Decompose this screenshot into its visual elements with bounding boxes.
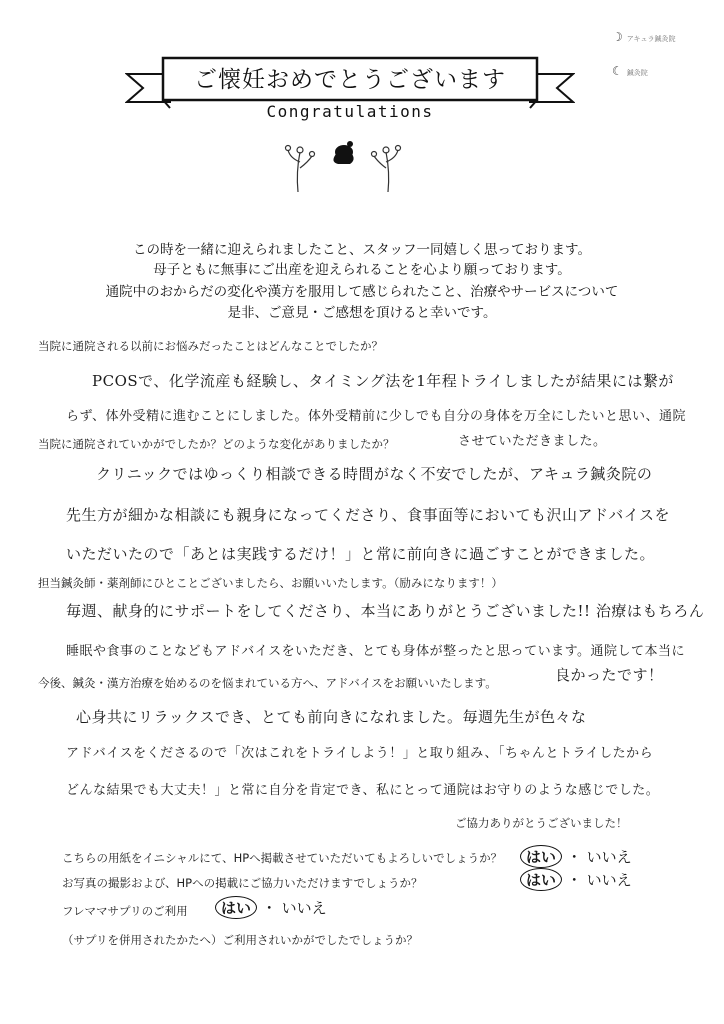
answer-1-line-1: PCOSで、化学流産も経験し、タイミング法を1年程トライしましたが結果には繋が <box>92 372 674 390</box>
consent-question-1: こちらの用紙をイニシャルにて、HPへ掲載させていただいてもよろしいでしょうか？ <box>62 851 503 865</box>
answer-4-line-3: どんな結果でも大丈夫！」と常に自分を肯定でき、私にとって通院はお守りのような感じでした。 <box>66 783 660 798</box>
consent-1-yes-selected[interactable]: はい <box>520 845 562 868</box>
answer-4-line-2: アドバイスをくださるので「次はこれをトライしよう！」と取り組み、「ちゃんとトライしたから <box>66 746 654 761</box>
intro-line-3: 通院中のおからだの変化や漢方を服用して感じられたこと、治療やサービスについて <box>105 284 619 300</box>
answer-2-line-2: 先生方が細かな相談にも親身になってくださり、食事面等においても沢山アドバイスを <box>66 506 671 524</box>
corner-text-1: アキュラ鍼灸院 <box>626 35 676 43</box>
consent-1-no[interactable]: いいえ <box>586 848 632 866</box>
answer-2-line-3: いただいたので「あとは実践するだけ！」と常に前向きに過ごすことができました。 <box>66 545 656 563</box>
question-2: 当院に通院されていかがでしたか？どのような変化がありましたか？ <box>38 437 395 451</box>
answer-1-line-3: させていただきました。 <box>458 434 607 449</box>
answer-3-line-1: 毎週、献身的にサポートをしてくださり、本当にありがとうございました!! 治療はもちろん <box>66 602 705 620</box>
consent-3-options <box>215 896 327 919</box>
intro-line-2: 母子ともに無事にご出産を迎えられることを心より願っております。 <box>153 262 571 278</box>
flowers-illustration <box>280 132 420 196</box>
answer-2-line-1: クリニックではゆっくり相談できる時間がなく不安でしたが、アキュラ鍼灸院の <box>96 465 653 483</box>
corner-note-1 <box>612 30 676 44</box>
consent-3-yes-selected[interactable]: はい <box>215 896 257 919</box>
option-separator: ・ <box>566 848 582 866</box>
answer-3-line-3: 良かったです！ <box>555 666 664 684</box>
stork-icon <box>333 141 353 164</box>
consent-1-options <box>520 845 632 868</box>
corner-text-2: 鍼灸院 <box>626 69 648 77</box>
consent-2-options <box>520 868 632 891</box>
answer-3-line-2: 睡眠や食事のことなどもアドバイスをいただき、とても身体が整ったと思っています。通院して本当に <box>66 644 686 659</box>
consent-question-4: （サプリを併用されたかたへ）ご利用されいかがでしたでしょうか？ <box>62 933 419 947</box>
page-subtitle: Congratulations <box>266 102 434 121</box>
answer-4-line-1: 心身共にリラックスでき、とても前向きになれました。毎週先生が色々な <box>76 708 587 726</box>
option-separator: ・ <box>566 871 582 889</box>
question-3: 担当鍼灸師・薬剤師にひとことございましたら、お願いいたします。（励みになります！） <box>38 576 503 590</box>
consent-question-3: フレママサプリのご利用 <box>62 904 188 918</box>
thanks-note: ご協力ありがとうございました！ <box>455 816 628 830</box>
intro-line-1: この時を一緒に迎えられましたこと、スタッフ一同嬉しく思っております。 <box>133 242 591 258</box>
intro-line-4: 是非、ご意見・ご感想を頂けると幸いです。 <box>227 305 497 321</box>
moon-icon: ☾ <box>612 64 623 78</box>
moon-icon: ☽ <box>612 30 623 44</box>
consent-2-no[interactable]: いいえ <box>586 871 632 889</box>
option-separator: ・ <box>261 899 277 917</box>
answer-1-line-2: らず、体外受精に進むことにしました。体外受精前に少しでも自分の身体を万全にしたいと思い、通院 <box>66 409 686 424</box>
question-4: 今後、鍼灸・漢方治療を始めるのを悩まれている方へ、アドバイスをお願いいたします。 <box>38 676 497 690</box>
consent-2-yes-selected[interactable]: はい <box>520 868 562 891</box>
consent-3-no[interactable]: いいえ <box>281 899 327 917</box>
corner-note-2 <box>612 64 648 78</box>
page-title: ご懐妊おめでとうございます <box>194 67 506 93</box>
question-1: 当院に通院される以前にお悩みだったことはどんなことでしたか？ <box>38 339 383 353</box>
consent-question-2: お写真の撮影および、HPへの掲載にご協力いただけますでしょうか？ <box>62 876 423 890</box>
